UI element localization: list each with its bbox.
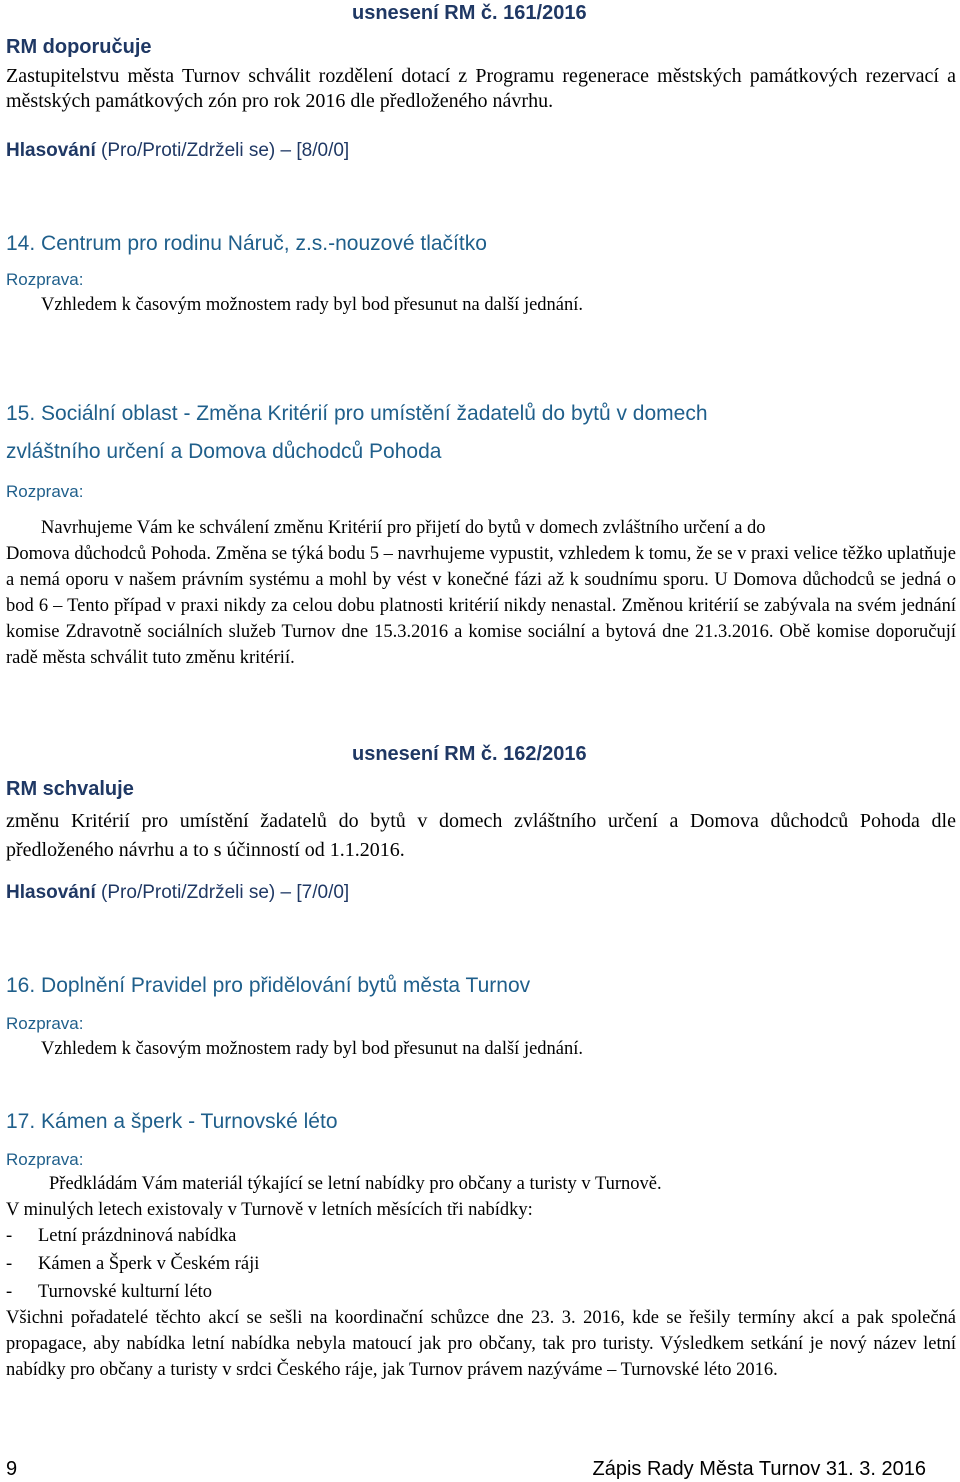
list-item <box>6 1223 236 1249</box>
resolution-161-vote <box>6 138 349 164</box>
footer-page-number: 9 <box>6 1458 18 1480</box>
item-17-list-intro: V minulých letech existovaly v Turnově v letních měsících tři nabídky: <box>6 1200 533 1220</box>
resolution-161-verb: RM doporučuje <box>6 36 152 58</box>
list-item-label: Kámen a Šperk v Českém ráji <box>38 1254 260 1274</box>
resolution-162-verb: RM schvaluje <box>6 778 134 800</box>
resolution-162-title: usnesení RM č. 162/2016 <box>352 743 587 765</box>
item-15-heading-line1: 15. Sociální oblast - Změna Kritérií pro umístění žadatelů do bytů v domech <box>6 402 708 425</box>
vote-label: Hlasování <box>6 882 96 903</box>
item-16-text: Vzhledem k časovým možnostem rady byl bod přesunut na další jednání. <box>41 1039 584 1059</box>
item-14-heading: 14. Centrum pro rodinu Náruč, z.s.-nouzové tlačítko <box>6 232 487 255</box>
list-item-label: Letní prázdninová nabídka <box>38 1226 237 1246</box>
list-dash: - <box>6 1254 13 1274</box>
list-item <box>6 1251 259 1277</box>
item-17-discussion-label: Rozprava: <box>6 1150 84 1169</box>
resolution-162-vote <box>6 880 349 906</box>
item-17-intro: Předkládám Vám materiál týkající se letní nabídky pro občany a turisty v Turnově. <box>49 1174 662 1194</box>
item-15-text-first-line: Navrhujeme Vám ke schválení změnu Kritérií pro přijetí do bytů v domech zvláštního určení a do <box>41 518 766 538</box>
vote-result: (Pro/Proti/Zdrželi se) – [7/0/0] <box>101 882 350 903</box>
list-dash: - <box>6 1282 13 1302</box>
footer-document-title: Zápis Rady Města Turnov 31. 3. 2016 <box>592 1458 926 1480</box>
item-15-heading-line2: zvláštního určení a Domova důchodců Pohoda <box>6 440 442 463</box>
list-item <box>6 1279 212 1305</box>
vote-result: (Pro/Proti/Zdrželi se) – [8/0/0] <box>101 140 350 161</box>
item-15-discussion-label: Rozprava: <box>6 482 84 501</box>
resolution-161-text: Zastupitelstvu města Turnov schválit rozdělení dotací z Programu regenerace městských památkových rezervací a městských památkových zón pro rok 2016 dle předloženého návrhu. <box>6 65 956 112</box>
list-item-label: Turnovské kulturní léto <box>38 1282 213 1302</box>
vote-label: Hlasování <box>6 140 96 161</box>
item-16-heading: 16. Doplnění Pravidel pro přidělování bytů města Turnov <box>6 974 531 997</box>
item-14-discussion-label: Rozprava: <box>6 270 84 289</box>
item-16-discussion-label: Rozprava: <box>6 1014 84 1033</box>
resolution-162-text: změnu Kritérií pro umístění žadatelů do bytů v domech zvláštního určení a Domova důchodců Pohoda dle předloženého návrhu a to s účinností od 1.1.2016. <box>6 810 956 861</box>
item-14-text: Vzhledem k časovým možnostem rady byl bod přesunut na další jednání. <box>41 295 584 315</box>
list-dash: - <box>6 1226 13 1246</box>
item-17-heading: 17. Kámen a šperk - Turnovské léto <box>6 1110 338 1133</box>
item-17-text: Všichni pořadatelé těchto akcí se sešli na koordinační schůzce dne 23. 3. 2016, kde se řešily termíny akcí a pak společná propagace, aby nabídka letní nabídka nebyla matoucí jak pro občany, tak pro turisty. Výsledkem setkání je nový název letní nabídky pro občany a turisty v srdci Českého ráje, jak Turnov právem nazýváme – Turnovské léto 2016. <box>6 1308 956 1380</box>
resolution-161-title: usnesení RM č. 161/2016 <box>352 2 587 24</box>
item-15-text: Domova důchodců Pohoda. Změna se týká bodu 5 – navrhujeme vypustit, vzhledem k tomu, že se v praxi velice těžko uplatňuje a nemá oporu v našem právním systému a mohl by vést v konečné fázi až k soudnímu sporu. U Domova důchodců se jedná o bod 6 – Tento případ v praxi nikdy za celou dobu platnosti kritérií nikdy nenastal. Změnou kritérií se zabývala na svém jednání komise Zdravotně sociálních služeb Turnov dne 15.3.2016 a komise sociální a bytová dne 21.3.2016. Obě komise doporučují radě města schválit tuto změnu kritérií. <box>6 544 956 668</box>
